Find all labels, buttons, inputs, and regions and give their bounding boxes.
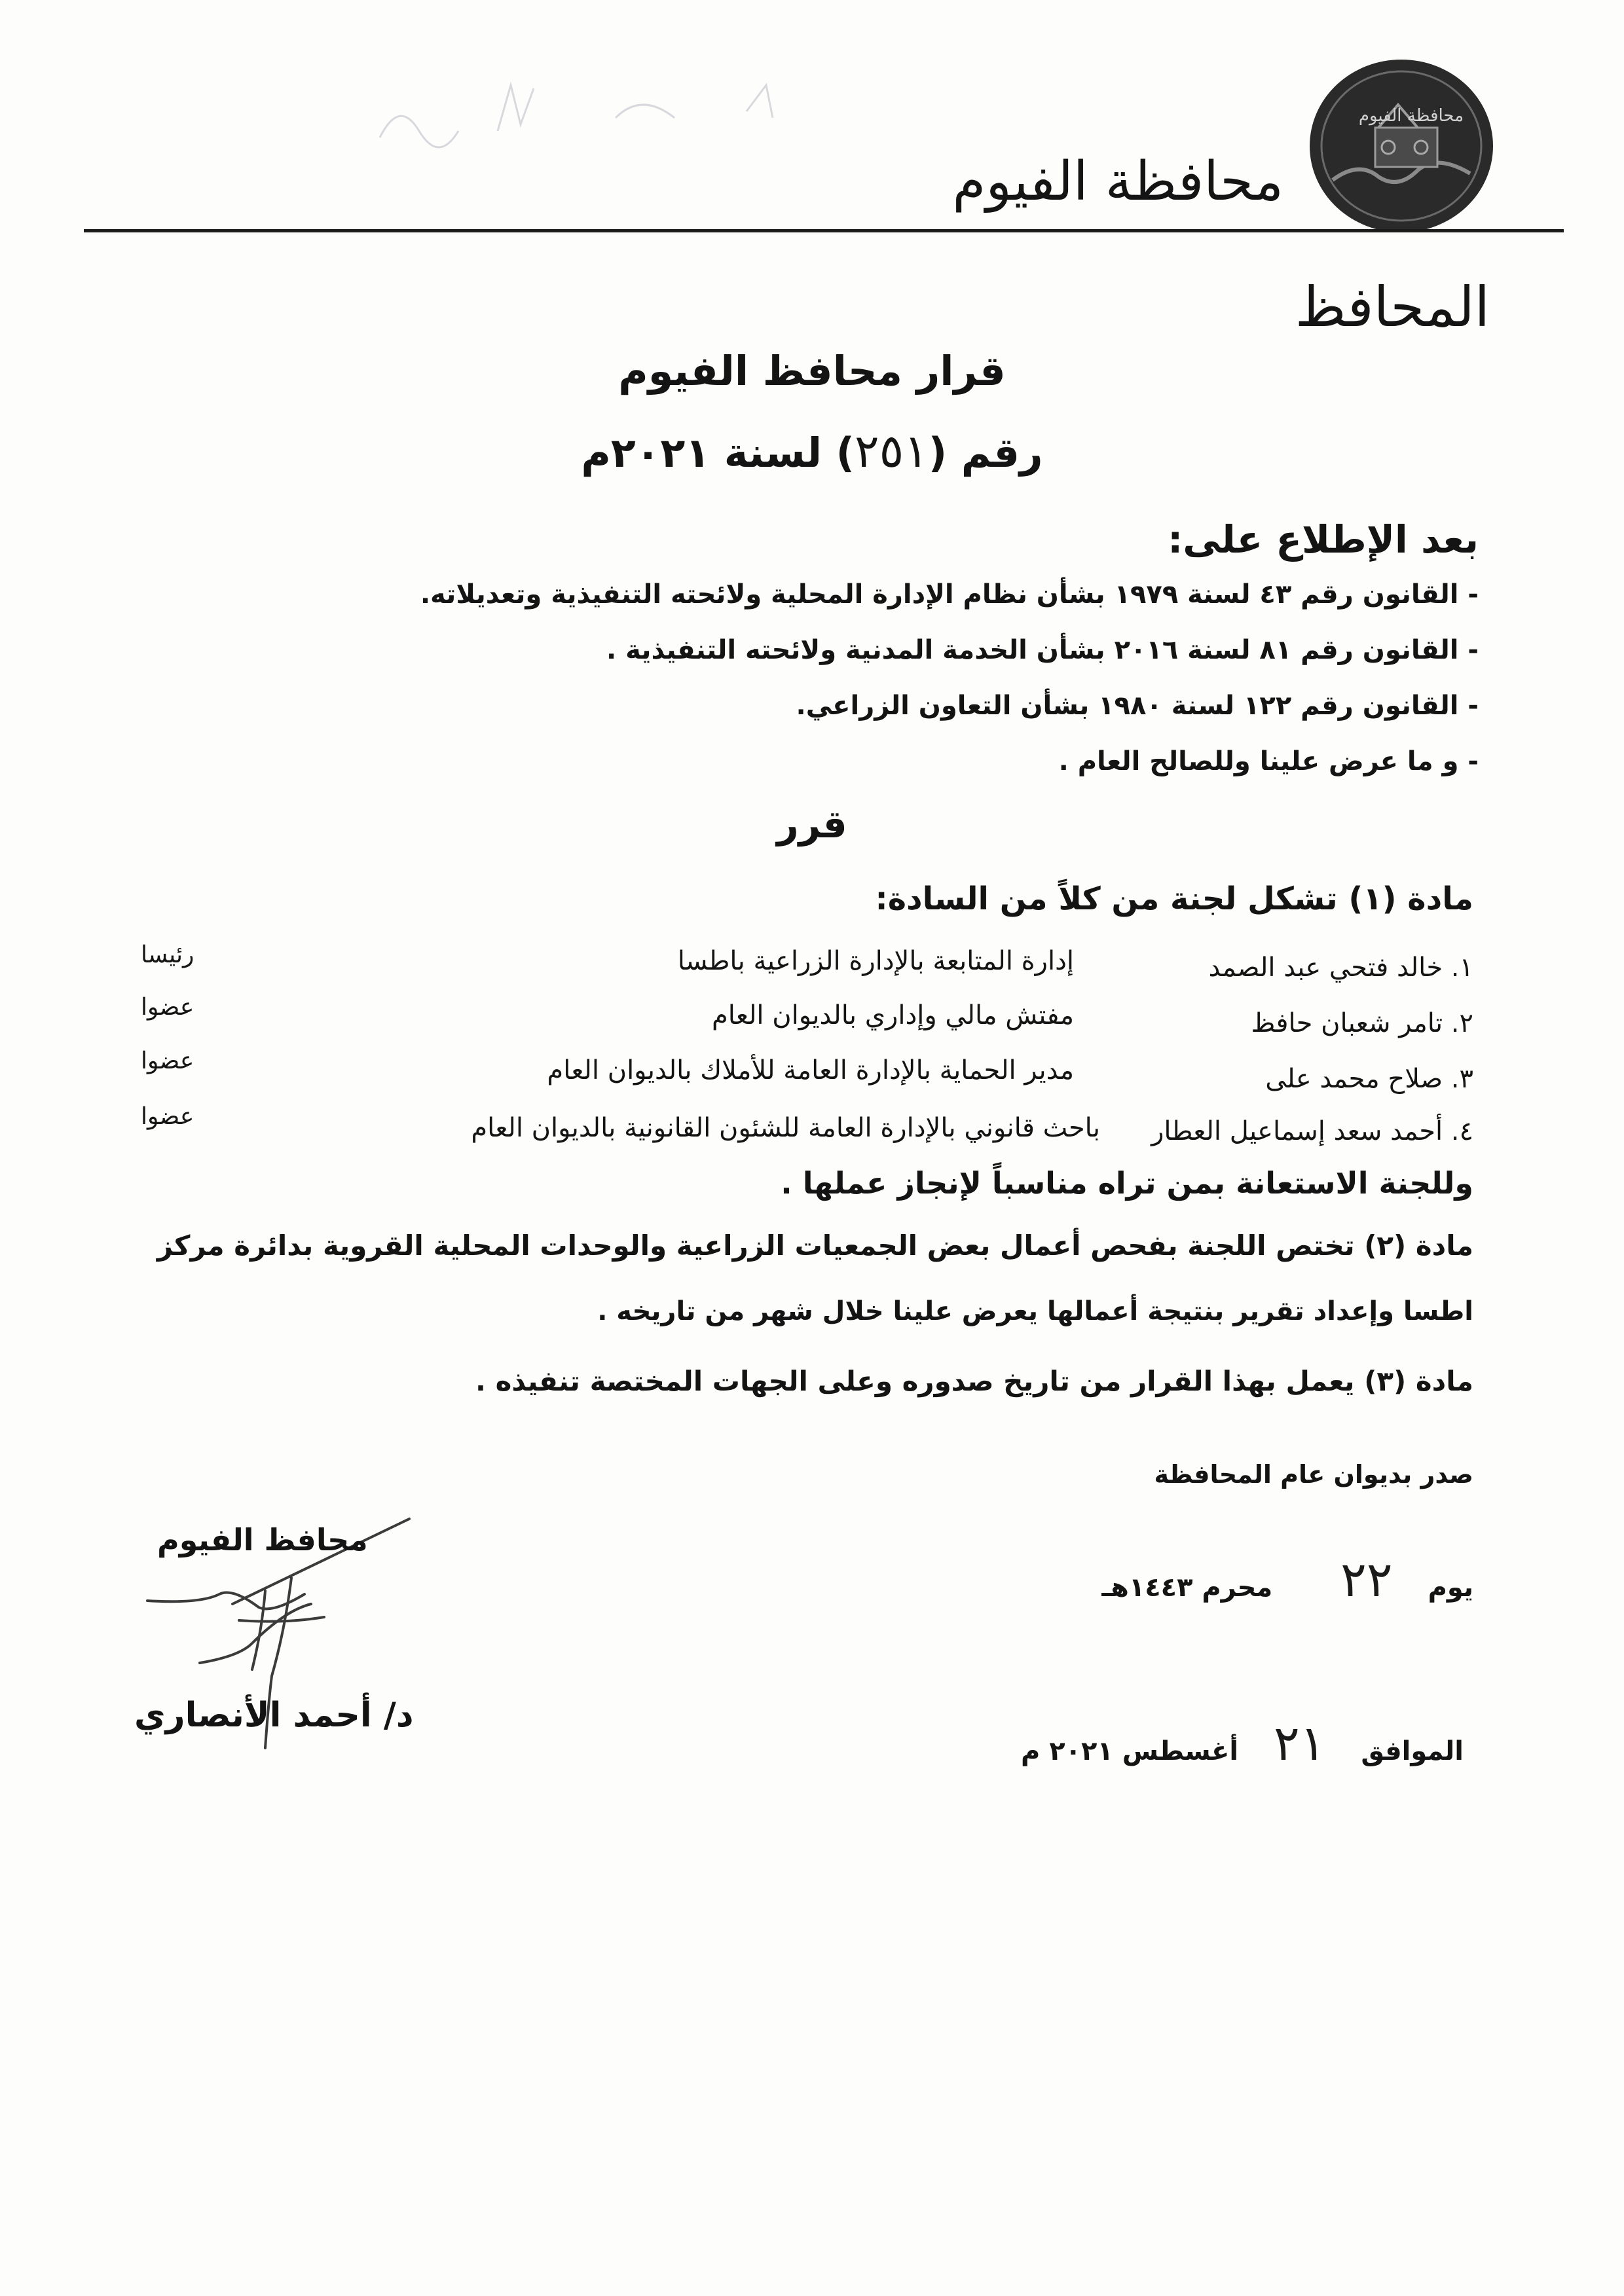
member-job: مفتش مالي وإداري بالديوان العام [711,1000,1074,1030]
article-2-line-2: اطسا وإعداد تقرير بنتيجة أعمالها يعرض علينا خلال شهر من تاريخه . [597,1296,1473,1326]
committee-assistance-note: وللجنة الاستعانة بمن تراه مناسباً لإنجاز عملها . [781,1165,1473,1201]
article-2-line-1: مادة (٢) تختص اللجنة بفحص أعمال بعض الجمعيات الزراعية والوحدات المحلية القروية بدائرة مركز [157,1230,1473,1262]
article-3-text: مادة (٣) يعمل بهذا القرار من تاريخ صدوره وعلى الجهات المختصة تنفيذه . [475,1365,1473,1397]
issued-at: صدر بديوان عام المحافظة [1154,1460,1473,1489]
header-divider [84,229,1564,232]
law-item: - القانون رقم ٤٣ لسنة ١٩٧٩ بشأن نظام الإدارة المحلية ولائحته التنفيذية وتعديلاته. [420,579,1479,610]
gregorian-date: أغسطس ٢٠٢١ م [1020,1736,1239,1766]
governorate-seal-logo [1306,56,1496,236]
law-item: - و ما عرض علينا وللصالح العام . [1058,746,1479,776]
member-job: باحث قانوني بالإدارة العامة للشئون القانونية بالديوان العام [471,1113,1100,1143]
member-role: عضوا [141,994,194,1021]
corresponding-label: الموافق [1361,1736,1464,1766]
svg-text:محافظة الفيوم: محافظة الفيوم [1358,106,1464,126]
member-name: ٤. أحمد سعد إسماعيل العطار [1151,1116,1473,1146]
corresponding-value-handwritten: ٢١ [1273,1715,1326,1772]
member-name: ٢. تامر شعبان حافظ [1251,1008,1473,1038]
decision-number-line [0,424,1624,478]
governor-name: د/ أحمد الأنصاري [134,1696,414,1735]
decision-number-suffix: ) لسنة ٢٠٢١م [581,429,855,477]
decision-number-prefix: رقم ( [928,429,1043,477]
law-item: - القانون رقم ٨١ لسنة ٢٠١٦ بشأن الخدمة المدنية ولائحته التنفيذية . [606,635,1479,665]
day-value-handwritten: ٢٢ [1340,1552,1393,1608]
preamble-heading: بعد الإطلاع على: [1168,517,1479,562]
office-heading: المحافظ [1295,275,1490,339]
hijri-date-line [1101,1552,1473,1608]
member-name: ١. خالد فتحي عبد الصمد [1208,953,1473,983]
gregorian-date-line [1021,1715,1464,1772]
member-role: عضوا [141,1048,194,1074]
governor-title: محافظ الفيوم [157,1522,368,1558]
decision-number: ٢٥١ [854,424,929,478]
decides-heading: قرر [777,802,847,847]
governorate-name: محافظة الفيوم [952,151,1283,213]
article-1-text: مادة (١) تشكل لجنة من كلاً من السادة: [875,881,1473,917]
faint-stamp-marks [341,39,930,170]
member-role: عضوا [141,1103,194,1130]
member-name: ٣. صلاح محمد على [1265,1064,1473,1094]
member-role: رئيسا [141,941,194,968]
day-label: يوم [1428,1573,1473,1603]
member-job: مدير الحماية بالإدارة العامة للأملاك بالديوان العام [547,1055,1074,1085]
hijri-date: محرم ١٤٤٣هـ [1101,1573,1273,1603]
member-job: إدارة المتابعة بالإدارة الزراعية باطسا [677,946,1074,976]
decision-title: قرار محافظ الفيوم [618,347,1006,395]
law-item: - القانون رقم ١٢٢ لسنة ١٩٨٠ بشأن التعاون الزراعي. [796,691,1479,721]
